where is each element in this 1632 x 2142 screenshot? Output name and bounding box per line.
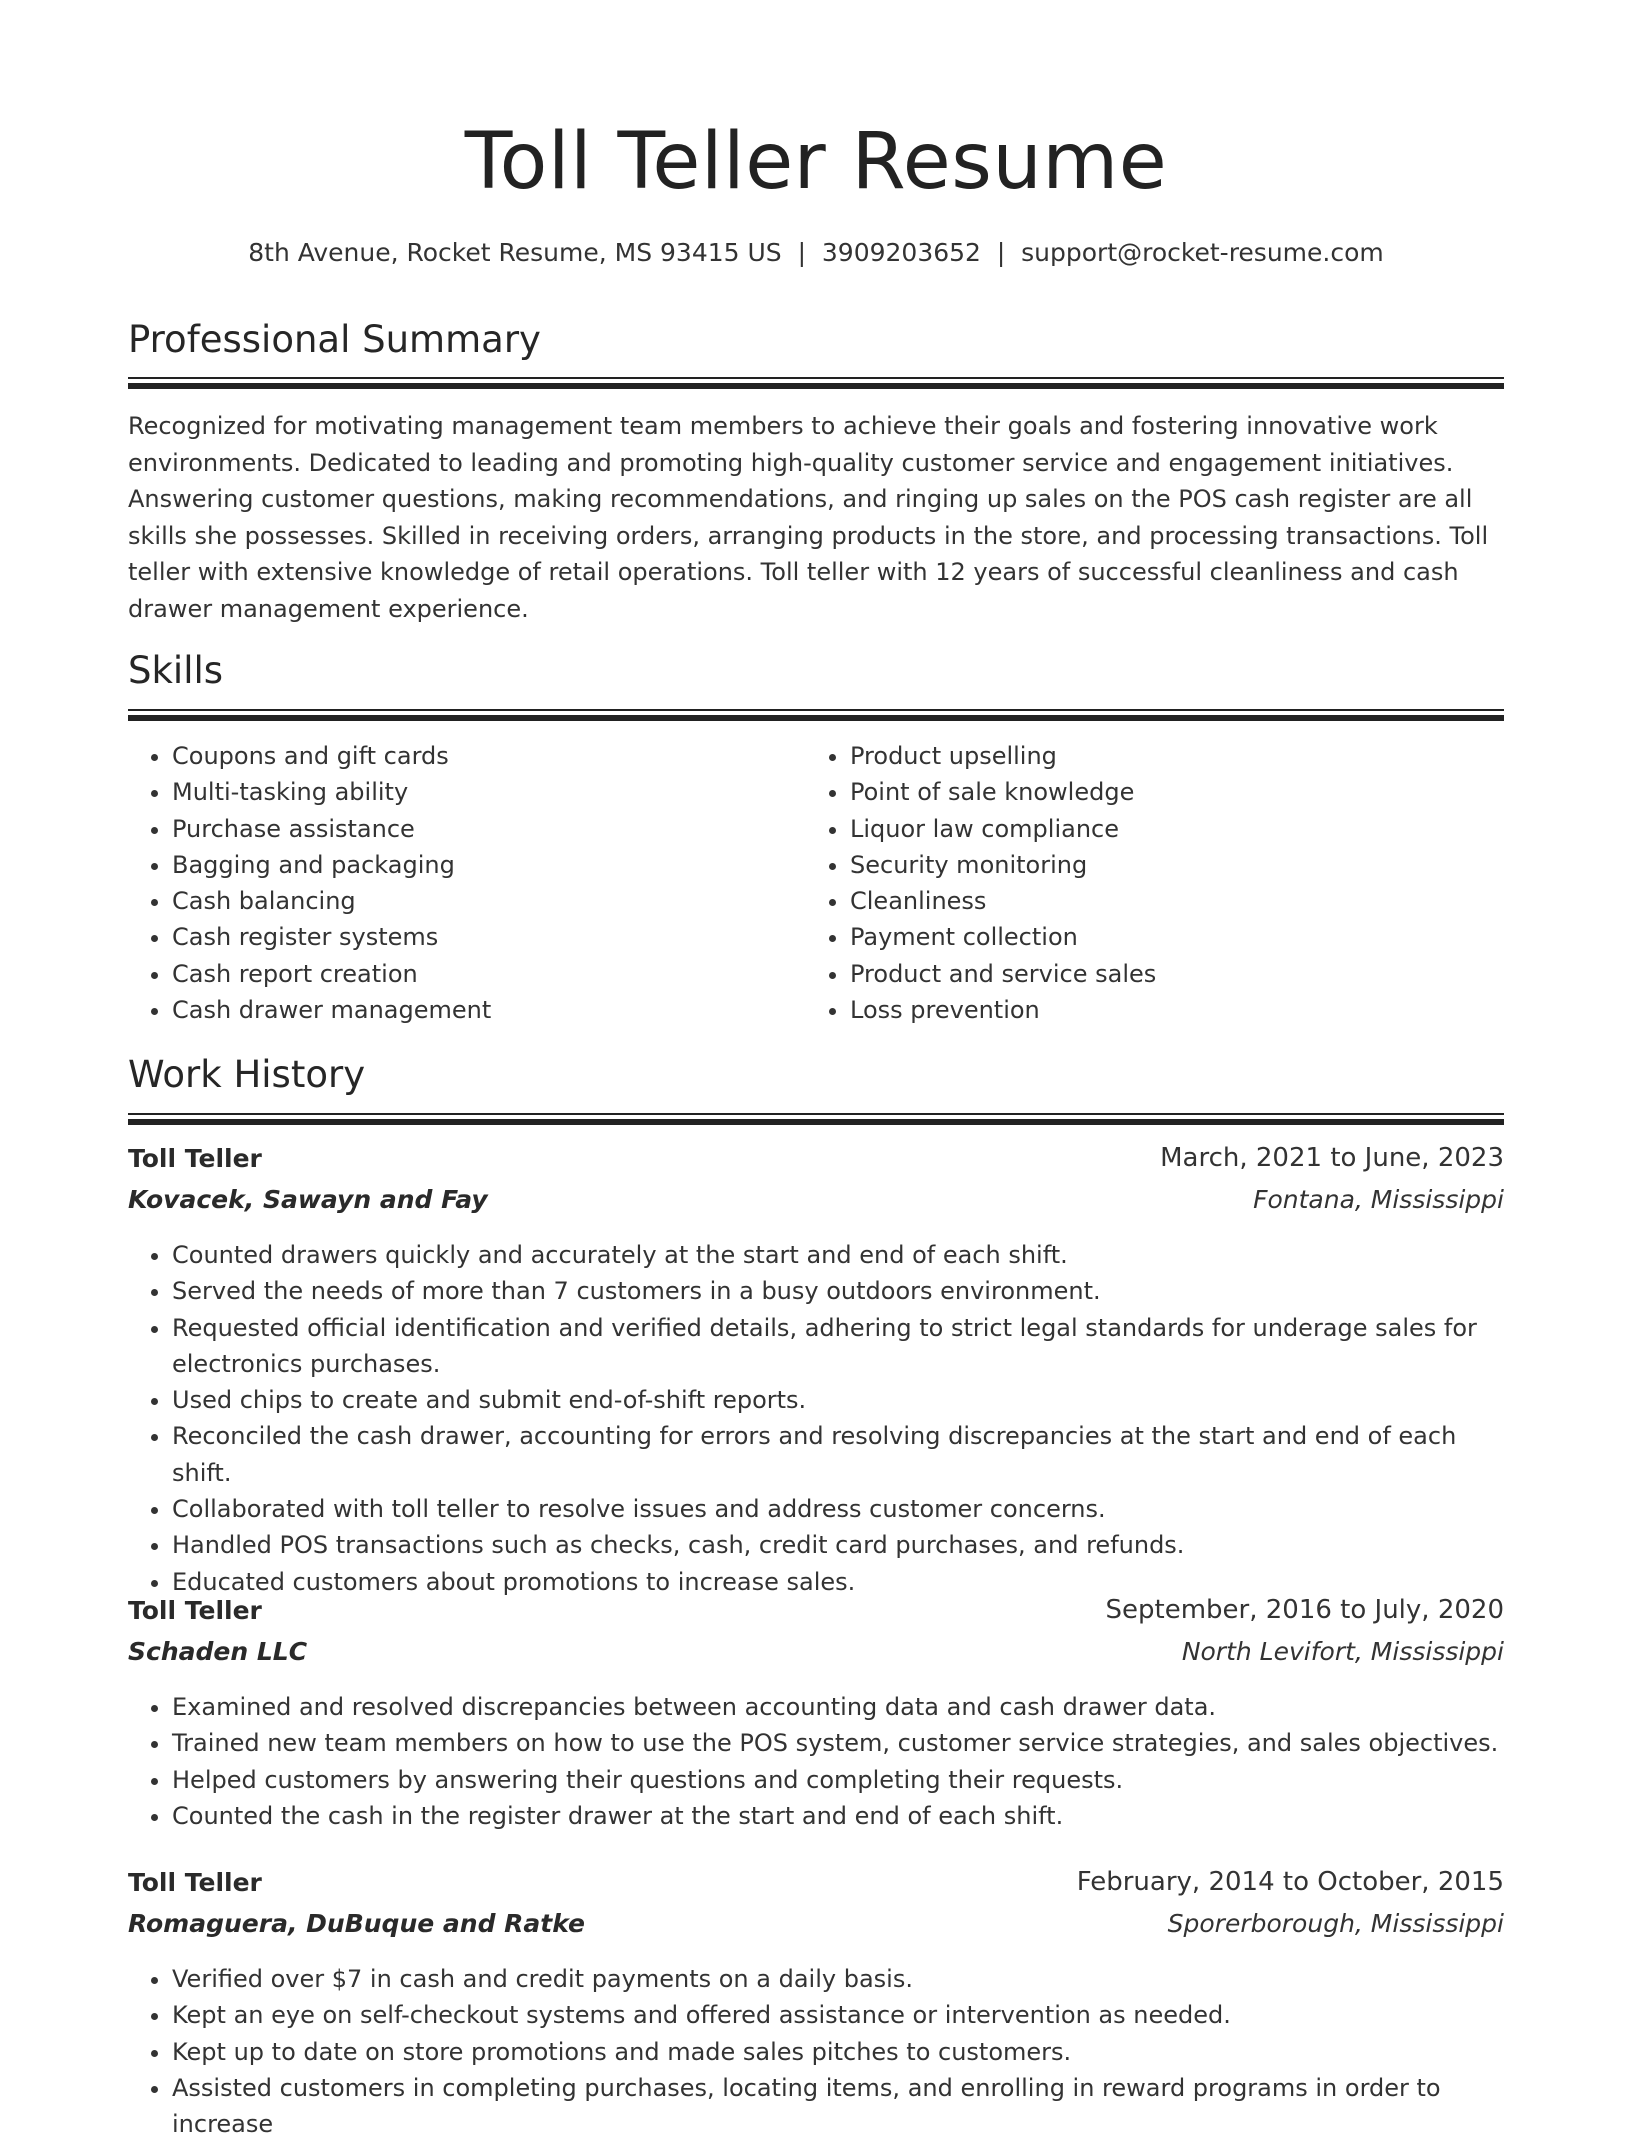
job-bullet: • Assisted customers in completing purchases, locating items, and enrolling in reward programs in order to increase [172, 2070, 1504, 2142]
job-bullet: • Kept an eye on self-checkout systems and offered assistance or intervention as needed. [172, 1997, 1504, 2033]
skill-item: • Loss prevention [850, 992, 1466, 1028]
summary-heading: Professional Summary [128, 318, 541, 361]
resume-title: Toll Teller Resume [464, 117, 1168, 207]
job-location: Fontana, Mississippi [1253, 1185, 1504, 1214]
job-bullet: • Used chips to create and submit end-of-shift reports. [172, 1382, 1504, 1418]
job-title: Toll Teller [128, 1596, 262, 1625]
skill-item: • Multi-tasking ability [172, 774, 788, 810]
skill-item: • Cash drawer management [172, 992, 788, 1028]
job-company: Romaguera, DuBuque and Ratke [128, 1909, 585, 1938]
skills-heading: Skills [128, 649, 224, 692]
job-bullet: • Trained new team members on how to use the POS system, customer service strategies, and sales objectives. [172, 1725, 1504, 1761]
skill-item: • Coupons and gift cards [172, 738, 788, 774]
job-company: Kovacek, Sawayn and Fay [128, 1185, 488, 1214]
skill-item: • Liquor law compliance [850, 811, 1466, 847]
job-bullet: • Served the needs of more than 7 customers in a busy outdoors environment. [172, 1273, 1504, 1309]
skill-item: • Cash register systems [172, 919, 788, 955]
summary-text: Recognized for motivating management team members to achieve their goals and fostering innovative work environments. Dedicated to leading and promoting high-quality customer service and engagement initiatives. Answering customer questions, making recommendations, and ringing up sales on the POS cash register are all skills she possesses. Skilled in receiving orders, arranging products in the store, and processing transactions. Toll teller with extensive knowledge of retail operations. Toll teller with 12 years of successful cleanliness and cash drawer management experience. [128, 412, 1489, 623]
skill-item: • Cash balancing [172, 883, 788, 919]
work-history-heading: Work History [128, 1053, 366, 1096]
skill-item: • Product upselling [850, 738, 1466, 774]
skills-right-list [806, 738, 1466, 1028]
job-bullet: • Kept up to date on store promotions and made sales pitches to customers. [172, 2034, 1504, 2070]
skill-item: • Bagging and packaging [172, 847, 788, 883]
contact-line: 8th Avenue, Rocket Resume, MS 93415 US | 3909203652 | support@rocket-resume.com [248, 238, 1384, 267]
skill-item: • Point of sale knowledge [850, 774, 1466, 810]
job-dates: September, 2016 to July, 2020 [1105, 1595, 1504, 1625]
job-bullet: • Counted the cash in the register drawer at the start and end of each shift. [172, 1798, 1504, 1834]
skills-left-list [128, 738, 788, 1028]
skill-item: • Cleanliness [850, 883, 1466, 919]
skill-item: • Cash report creation [172, 956, 788, 992]
skill-item: • Purchase assistance [172, 811, 788, 847]
skill-item: • Security monitoring [850, 847, 1466, 883]
job-dates: February, 2014 to October, 2015 [1076, 1867, 1504, 1897]
work-history-divider [128, 1113, 1504, 1125]
job-bullet: • Reconciled the cash drawer, accounting for errors and resolving discrepancies at the start and end of each shift. [172, 1418, 1504, 1491]
skills-left-column [128, 738, 788, 1028]
skill-item: • Product and service sales [850, 956, 1466, 992]
job-company: Schaden LLC [128, 1637, 308, 1666]
skills-right-column [806, 738, 1466, 1028]
job-bullets [128, 1237, 1504, 1600]
job-location: Sporerborough, Mississippi [1167, 1909, 1504, 1938]
summary-divider [128, 377, 1504, 389]
job-bullets [128, 1689, 1504, 1834]
job-bullet: • Verified over $7 in cash and credit payments on a daily basis. [172, 1961, 1504, 1997]
job-title: Toll Teller [128, 1868, 262, 1897]
job-bullet: • Counted drawers quickly and accurately at the start and end of each shift. [172, 1237, 1504, 1273]
job-bullet: • Handled POS transactions such as checks, cash, credit card purchases, and refunds. [172, 1527, 1504, 1563]
skills-divider [128, 709, 1504, 721]
job-bullets [128, 1961, 1504, 2142]
job-location: North Levifort, Mississippi [1181, 1637, 1504, 1666]
skill-item: • Payment collection [850, 919, 1466, 955]
job-bullet: • Educated customers about promotions to increase sales. [172, 1564, 1504, 1600]
job-dates: March, 2021 to June, 2023 [1160, 1143, 1504, 1173]
job-title: Toll Teller [128, 1144, 262, 1173]
job-bullet: • Collaborated with toll teller to resolve issues and address customer concerns. [172, 1491, 1504, 1527]
job-bullet: • Examined and resolved discrepancies between accounting data and cash drawer data. [172, 1689, 1504, 1725]
job-bullet: • Helped customers by answering their questions and completing their requests. [172, 1762, 1504, 1798]
job-bullet: • Requested official identification and verified details, adhering to strict legal standards for underage sales for electronics purchases. [172, 1310, 1504, 1383]
